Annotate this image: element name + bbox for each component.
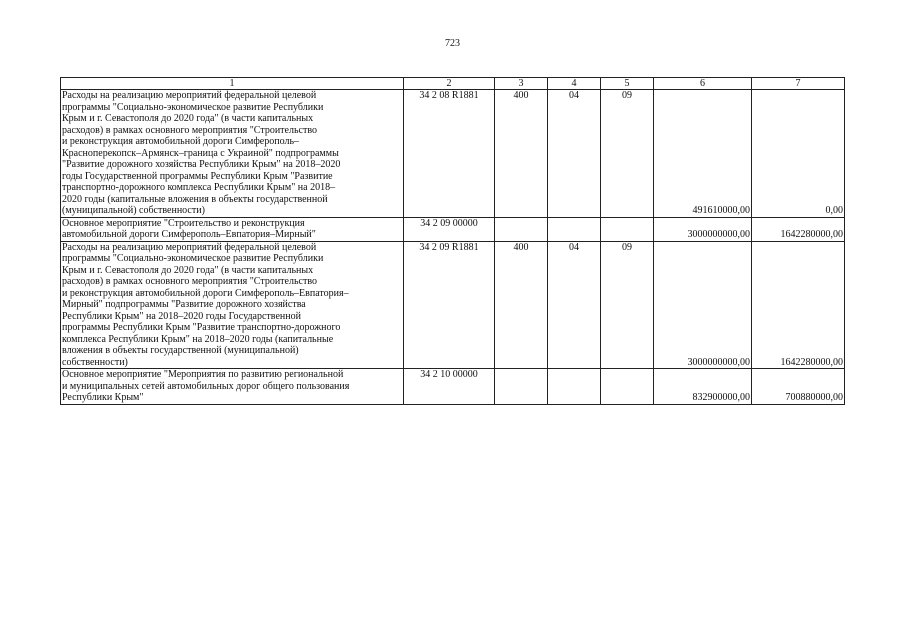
description-line: 2020 годы (капитальные вложения в объекты государственной [62,193,328,205]
description-line: вложения в объекты государственной (муниципальной) [62,345,299,356]
description-line: собственности) [62,356,128,368]
column-header: 1 [61,78,404,90]
description-line: расходов) в рамках основного мероприятия "Строительство [62,124,317,136]
description-line: "Развитие дорожного хозяйства Республики Крым" на 2018–2020 [62,159,341,170]
description-line: Основное мероприятие "Строительство и реконструкция [62,217,305,229]
description-line: Расходы на реализацию мероприятий федеральной целевой [62,90,317,101]
row-description [61,369,404,405]
budget-table [60,77,845,405]
description-line: и муниципальных сетей автомобильных дорог общего пользования [62,380,350,392]
description-line: автомобильной дороги Симферополь–Евпатория–Мирный" [62,229,316,240]
amount-col-6: 491610000,00 [654,90,752,218]
section-code [548,369,601,405]
amount-col-7: 0,00 [752,90,845,218]
budget-code: 34 2 10 00000 [404,369,495,405]
budget-code: 34 2 08 R1881 [404,90,495,218]
column-header: 3 [495,78,548,90]
description-line: комплекса Республики Крым" на 2018–2020 годы (капитальные [62,333,334,345]
description-line: годы Государственной программы Республики Крым "Развитие [62,170,333,182]
expense-type-code: 400 [495,241,548,369]
page-number: 723 [445,38,460,49]
column-header: 7 [752,78,845,90]
column-header: 5 [601,78,654,90]
subsection-code [601,369,654,405]
table-row [61,369,845,405]
description-line: и реконструкция автомобильной дороги Симферополь– [62,136,300,147]
description-line: Республики Крым" [62,392,144,403]
budget-code: 34 2 09 R1881 [404,241,495,369]
amount-col-7: 1642280000,00 [752,241,845,369]
table-row [61,217,845,241]
description-line: Крым и г. Севастополя до 2020 года" (в части капитальных [62,264,314,276]
description-line: Республики Крым" на 2018–2020 годы Государственной [62,310,301,322]
amount-col-7: 700880000,00 [752,369,845,405]
amount-col-6: 3000000000,00 [654,217,752,241]
expense-type-code [495,369,548,405]
description-line: Мирный" подпрограммы "Развитие дорожного хозяйства [62,299,306,310]
description-line: программы "Социально-экономическое развитие Республики [62,253,324,264]
column-header: 6 [654,78,752,90]
table-row [61,90,845,218]
expense-type-code [495,217,548,241]
subsection-code: 09 [601,90,654,218]
expense-type-code: 400 [495,90,548,218]
amount-col-6: 832900000,00 [654,369,752,405]
column-number-row [61,78,845,90]
row-description [61,90,404,218]
column-header: 4 [548,78,601,90]
section-code: 04 [548,241,601,369]
subsection-code: 09 [601,241,654,369]
description-line: Расходы на реализацию мероприятий федеральной целевой [62,241,317,253]
row-description [61,241,404,369]
section-code: 04 [548,90,601,218]
description-line: Крым и г. Севастополя до 2020 года" (в части капитальных [62,113,314,124]
description-line: транспортно-дорожного комплекса Республики Крым" на 2018– [62,182,336,193]
description-line: (муниципальной) собственности) [62,205,205,216]
budget-code: 34 2 09 00000 [404,217,495,241]
amount-col-7: 1642280000,00 [752,217,845,241]
subsection-code [601,217,654,241]
description-line: Красноперекопск–Армянск–граница с Украиной" подпрограммы [62,147,339,159]
description-line: программы Республики Крым "Развитие транспортно-дорожного [62,322,341,333]
table-row [61,241,845,369]
row-description [61,217,404,241]
description-line: программы "Социально-экономическое развитие Республики [62,101,324,113]
description-line: Основное мероприятие "Мероприятия по развитию региональной [62,369,344,380]
amount-col-6: 3000000000,00 [654,241,752,369]
section-code [548,217,601,241]
description-line: расходов) в рамках основного мероприятия "Строительство [62,276,317,287]
description-line: и реконструкция автомобильной дороги Симферополь–Евпатория– [62,287,349,299]
column-header: 2 [404,78,495,90]
